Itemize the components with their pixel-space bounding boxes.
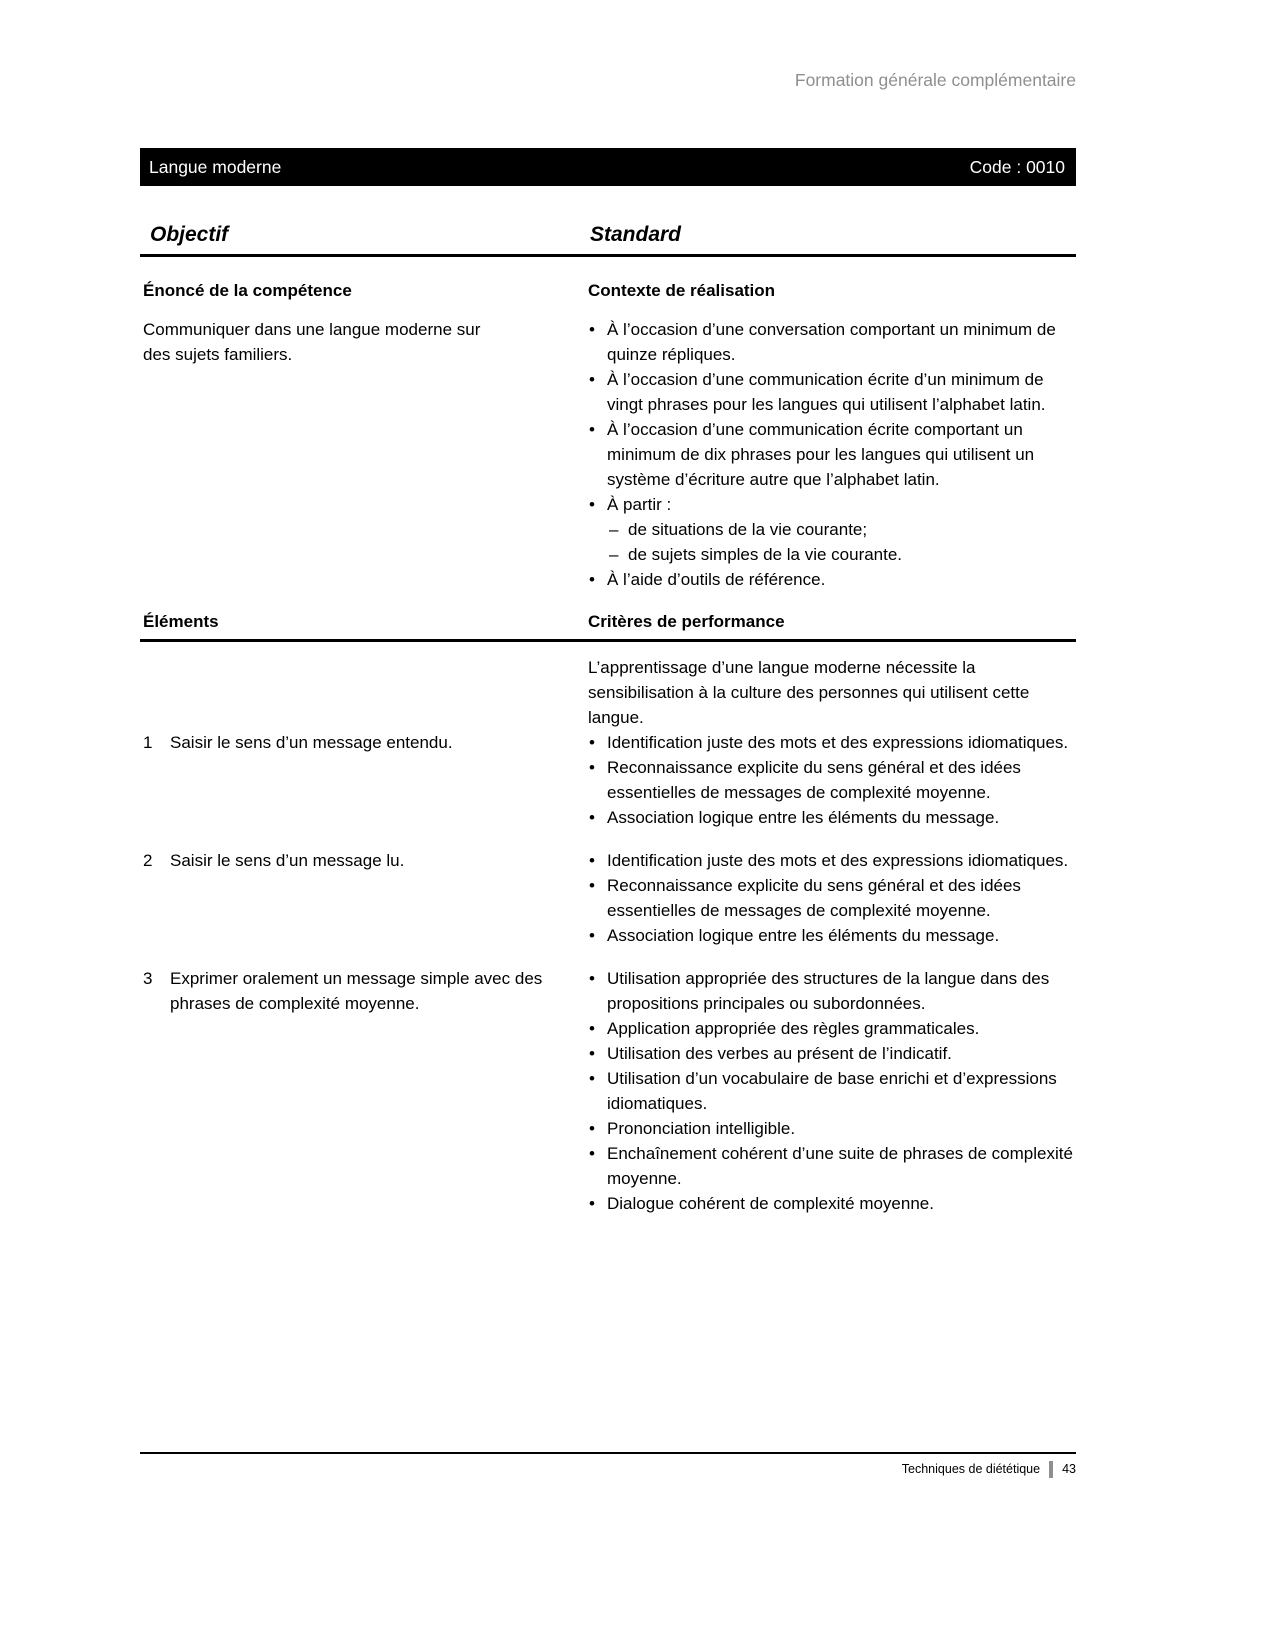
dash-icon: –: [609, 520, 619, 539]
course-code: Code : 0010: [969, 156, 1065, 177]
contexte-bullet: [588, 367, 1076, 417]
criteria-item: [588, 755, 1076, 805]
contexte-bullet: [588, 417, 1076, 492]
page-footer: [140, 1452, 1076, 1478]
criteria-list: [588, 966, 1076, 1216]
criteria-item: [588, 873, 1076, 923]
competence-statement: Communiquer dans une langue moderne sur des sujets familiers.: [143, 320, 481, 364]
enonce-heading: Énoncé de la compétence: [143, 281, 352, 300]
objectif-column-header: Objectif: [150, 223, 229, 246]
bullet-icon: •: [589, 570, 595, 589]
criteria-cell: [588, 848, 1076, 948]
standard-cell: [588, 278, 1076, 592]
criteria-item: [588, 1141, 1076, 1191]
criteria-item: [588, 848, 1076, 873]
element-cell: [140, 730, 588, 830]
elements-header: Éléments: [143, 612, 219, 631]
element-cell: [140, 966, 588, 1216]
bullet-icon: •: [589, 1194, 595, 1213]
criteria-item: [588, 1041, 1076, 1066]
section-headers: [140, 609, 1076, 634]
criteria-text: Utilisation appropriée des structures de la langue dans des propositions principales ou subordonnées.: [607, 969, 1050, 1013]
header-divider: [140, 254, 1076, 257]
criteria-intro: L’apprentissage d’une langue moderne nécessite la sensibilisation à la culture des personnes qui utilisent cette langue.: [588, 658, 1030, 727]
element-number: 2: [143, 851, 153, 870]
criteria-text: Association logique entre les éléments du message.: [607, 808, 1000, 827]
main-content: [140, 222, 1076, 1216]
spacer-cell: [140, 655, 588, 730]
contexte-sub-bullet: [607, 542, 1076, 567]
bullet-icon: •: [589, 1144, 595, 1163]
bullet-icon: •: [589, 926, 595, 945]
element-label: Exprimer oralement un message simple avec des phrases de complexité moyenne.: [170, 969, 543, 1013]
bullet-icon: •: [589, 733, 595, 752]
section-divider: [140, 639, 1076, 642]
criteria-text: Dialogue cohérent de complexité moyenne.: [607, 1194, 934, 1213]
criteria-text: Reconnaissance explicite du sens général et des idées essentielles de messages de complexité moyenne.: [607, 876, 1021, 920]
criteria-text: Reconnaissance explicite du sens général et des idées essentielles de messages de complexité moyenne.: [607, 758, 1021, 802]
criteria-intro-row: [140, 655, 1076, 730]
criteria-text: Application appropriée des règles grammaticales.: [607, 1019, 980, 1038]
running-header: Formation générale complémentaire: [794, 70, 1076, 90]
criteria-text: Utilisation des verbes au présent de l’indicatif.: [607, 1044, 952, 1063]
bullet-icon: •: [589, 320, 595, 339]
contexte-list: [588, 317, 1076, 592]
element-row: [140, 966, 1076, 1216]
elements-section: [140, 655, 1076, 1216]
contexte-heading: Contexte de réalisation: [588, 281, 776, 300]
contexte-bullet-text: À partir :: [607, 495, 672, 514]
criteria-text: Association logique entre les éléments du message.: [607, 926, 1000, 945]
objectif-cell: [140, 278, 588, 592]
criteria-text: Identification juste des mots et des expressions idiomatiques.: [607, 733, 1069, 752]
footer-content: [140, 1461, 1076, 1478]
criteria-text: Utilisation d’un vocabulaire de base enrichi et d’expressions idiomatiques.: [607, 1069, 1057, 1113]
element-number: 1: [143, 733, 153, 752]
criteria-item: [588, 1116, 1076, 1141]
criteria-item: [588, 1066, 1076, 1116]
contexte-sub-list: [607, 517, 1076, 567]
competence-section: [140, 278, 1076, 592]
footer-page-number: 43: [1062, 1462, 1076, 1476]
criteria-item: [588, 966, 1076, 1016]
contexte-bullet: [588, 492, 1076, 567]
contexte-sub-bullet: [607, 517, 1076, 542]
contexte-bullet-text: À l’occasion d’une conversation comportant un minimum de quinze répliques.: [607, 320, 1056, 364]
bullet-icon: •: [589, 495, 595, 514]
bullet-icon: •: [589, 1044, 595, 1063]
bullet-icon: •: [589, 758, 595, 777]
bullet-icon: •: [589, 851, 595, 870]
bullet-icon: •: [589, 1119, 595, 1138]
contexte-sub-bullet-text: de sujets simples de la vie courante.: [628, 545, 903, 564]
criteria-list: [588, 848, 1076, 948]
bullet-icon: •: [589, 1069, 595, 1088]
criteria-cell: [588, 730, 1076, 830]
bullet-icon: •: [589, 808, 595, 827]
bullet-icon: •: [589, 876, 595, 895]
contexte-bullet-text: À l’aide d’outils de référence.: [607, 570, 826, 589]
bullet-icon: •: [589, 370, 595, 389]
contexte-bullet: [588, 317, 1076, 367]
elements-rows: [140, 730, 1076, 1216]
contexte-bullet-text: À l’occasion d’une communication écrite comportant un minimum de dix phrases pour les langues qui utilisent un système d’écriture autre que l’alphabet latin.: [607, 420, 1035, 489]
footer-separator-bar: [1049, 1461, 1053, 1478]
criteria-cell: [588, 966, 1076, 1216]
contexte-bullet-text: À l’occasion d’une communication écrite d’un minimum de vingt phrases pour les langues qui utilisent l’alphabet latin.: [607, 370, 1046, 414]
element-row: [140, 848, 1076, 948]
footer-program: Techniques de diététique: [901, 1462, 1041, 1476]
element-label: Saisir le sens d’un message entendu.: [170, 733, 453, 752]
bullet-icon: •: [589, 420, 595, 439]
criteria-item: [588, 923, 1076, 948]
criteria-item: [588, 1191, 1076, 1216]
standard-column-header: Standard: [590, 223, 682, 246]
criteria-text: Enchaînement cohérent d’une suite de phrases de complexité moyenne.: [607, 1144, 1073, 1188]
criteria-list: [588, 730, 1076, 830]
course-title: Langue moderne: [149, 156, 282, 177]
criteria-item: [588, 730, 1076, 755]
element-label: Saisir le sens d’un message lu.: [170, 851, 405, 870]
criteres-header: Critères de performance: [588, 612, 785, 631]
bullet-icon: •: [589, 1019, 595, 1038]
bullet-icon: •: [589, 969, 595, 988]
dash-icon: –: [609, 545, 619, 564]
element-cell: [140, 848, 588, 948]
contexte-sub-bullet-text: de situations de la vie courante;: [628, 520, 868, 539]
criteria-item: [588, 1016, 1076, 1041]
criteria-item: [588, 805, 1076, 830]
element-number: 3: [143, 969, 153, 988]
contexte-bullet: [588, 567, 1076, 592]
column-headers: [140, 222, 1076, 247]
criteria-text: Prononciation intelligible.: [607, 1119, 796, 1138]
element-row: [140, 730, 1076, 830]
criteria-text: Identification juste des mots et des expressions idiomatiques.: [607, 851, 1069, 870]
title-bar: [140, 148, 1076, 186]
